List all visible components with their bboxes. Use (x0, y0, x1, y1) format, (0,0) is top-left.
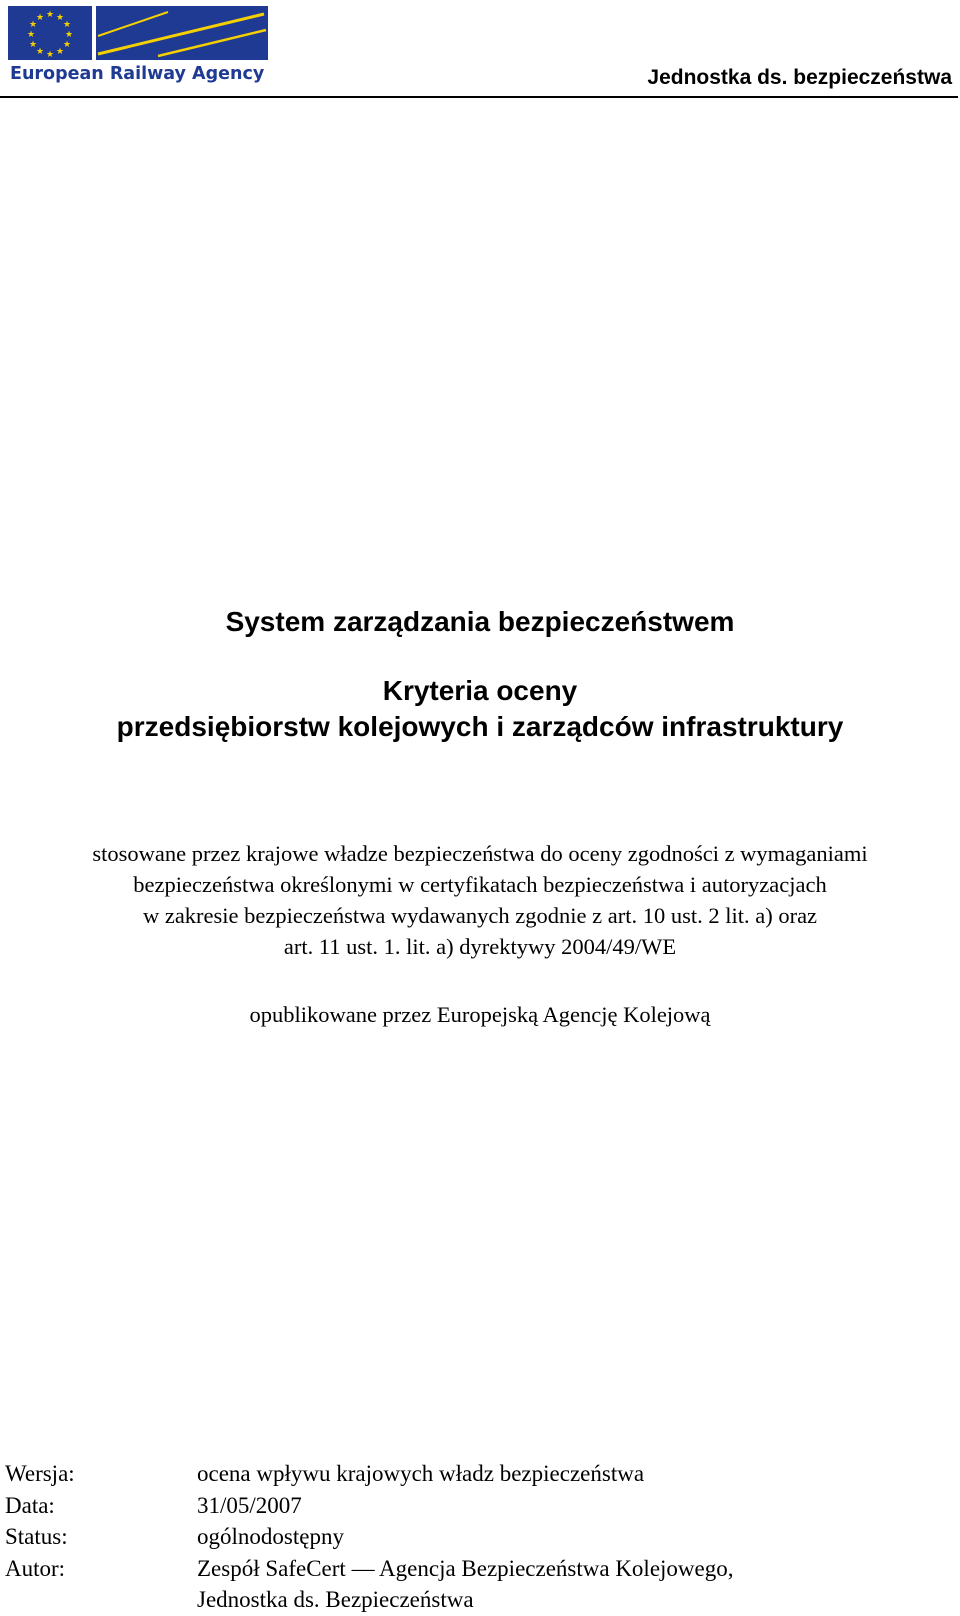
svg-text:★: ★ (26, 30, 36, 40)
meta-label: Wersja: (5, 1461, 75, 1486)
svg-text:★: ★ (35, 13, 45, 23)
logo-text: European Railway Agency (10, 64, 265, 84)
header-divider (0, 96, 958, 98)
header-unit: Jednostka ds. bezpieczeństwa (647, 66, 952, 89)
page-header (0, 0, 960, 98)
svg-text:★: ★ (55, 13, 65, 23)
description-line-4: art. 11 ust. 1. lit. a) dyrektywy 2004/49/WE (283, 934, 677, 959)
svg-text:★: ★ (64, 30, 74, 40)
meta-label: Autor: (5, 1555, 66, 1581)
svg-text:★: ★ (62, 40, 72, 50)
meta-value: Zespół SafeCert — Agencja Bezpieczeństwa Kolejowego, (197, 1555, 734, 1581)
description-line-3: w zakresie bezpieczeństwa wydawanych zgodnie z art. 10 ust. 2 lit. a) oraz (142, 903, 818, 928)
publisher-line: opublikowane przez Europejską Agencję Kolejową (249, 1002, 711, 1027)
meta-value: Jednostka ds. Bezpieczeństwa (197, 1587, 474, 1612)
era-logo (8, 6, 273, 88)
svg-text:★: ★ (62, 20, 72, 30)
description-line-1: stosowane przez krajowe władze bezpieczeństwa do oceny zgodności z wymaganiami (92, 841, 868, 866)
meta-label: Data: (5, 1492, 55, 1518)
document-subtitle-line2: przedsiębiorstw kolejowych i zarządców infrastruktury (116, 711, 844, 742)
svg-text:★: ★ (28, 40, 38, 50)
svg-text:★: ★ (35, 47, 45, 57)
meta-value: 31/05/2007 (197, 1492, 302, 1518)
svg-text:★: ★ (45, 10, 55, 20)
document-subtitle: Kryteria oceny (382, 675, 578, 706)
era-logo-graphic (8, 6, 273, 88)
svg-text:★: ★ (55, 47, 65, 57)
meta-value: ocena wpływu krajowych władz bezpieczeństwa (197, 1461, 645, 1486)
description-line-2: bezpieczeństwa określonymi w certyfikatach bezpieczeństwa i autoryzacjach (133, 872, 827, 897)
meta-label: Status: (5, 1524, 68, 1549)
svg-text:★: ★ (28, 20, 38, 30)
document-title: System zarządzania bezpieczeństwem (225, 606, 735, 637)
meta-value: ogólnodostępny (197, 1524, 344, 1549)
svg-text:★: ★ (45, 50, 55, 60)
